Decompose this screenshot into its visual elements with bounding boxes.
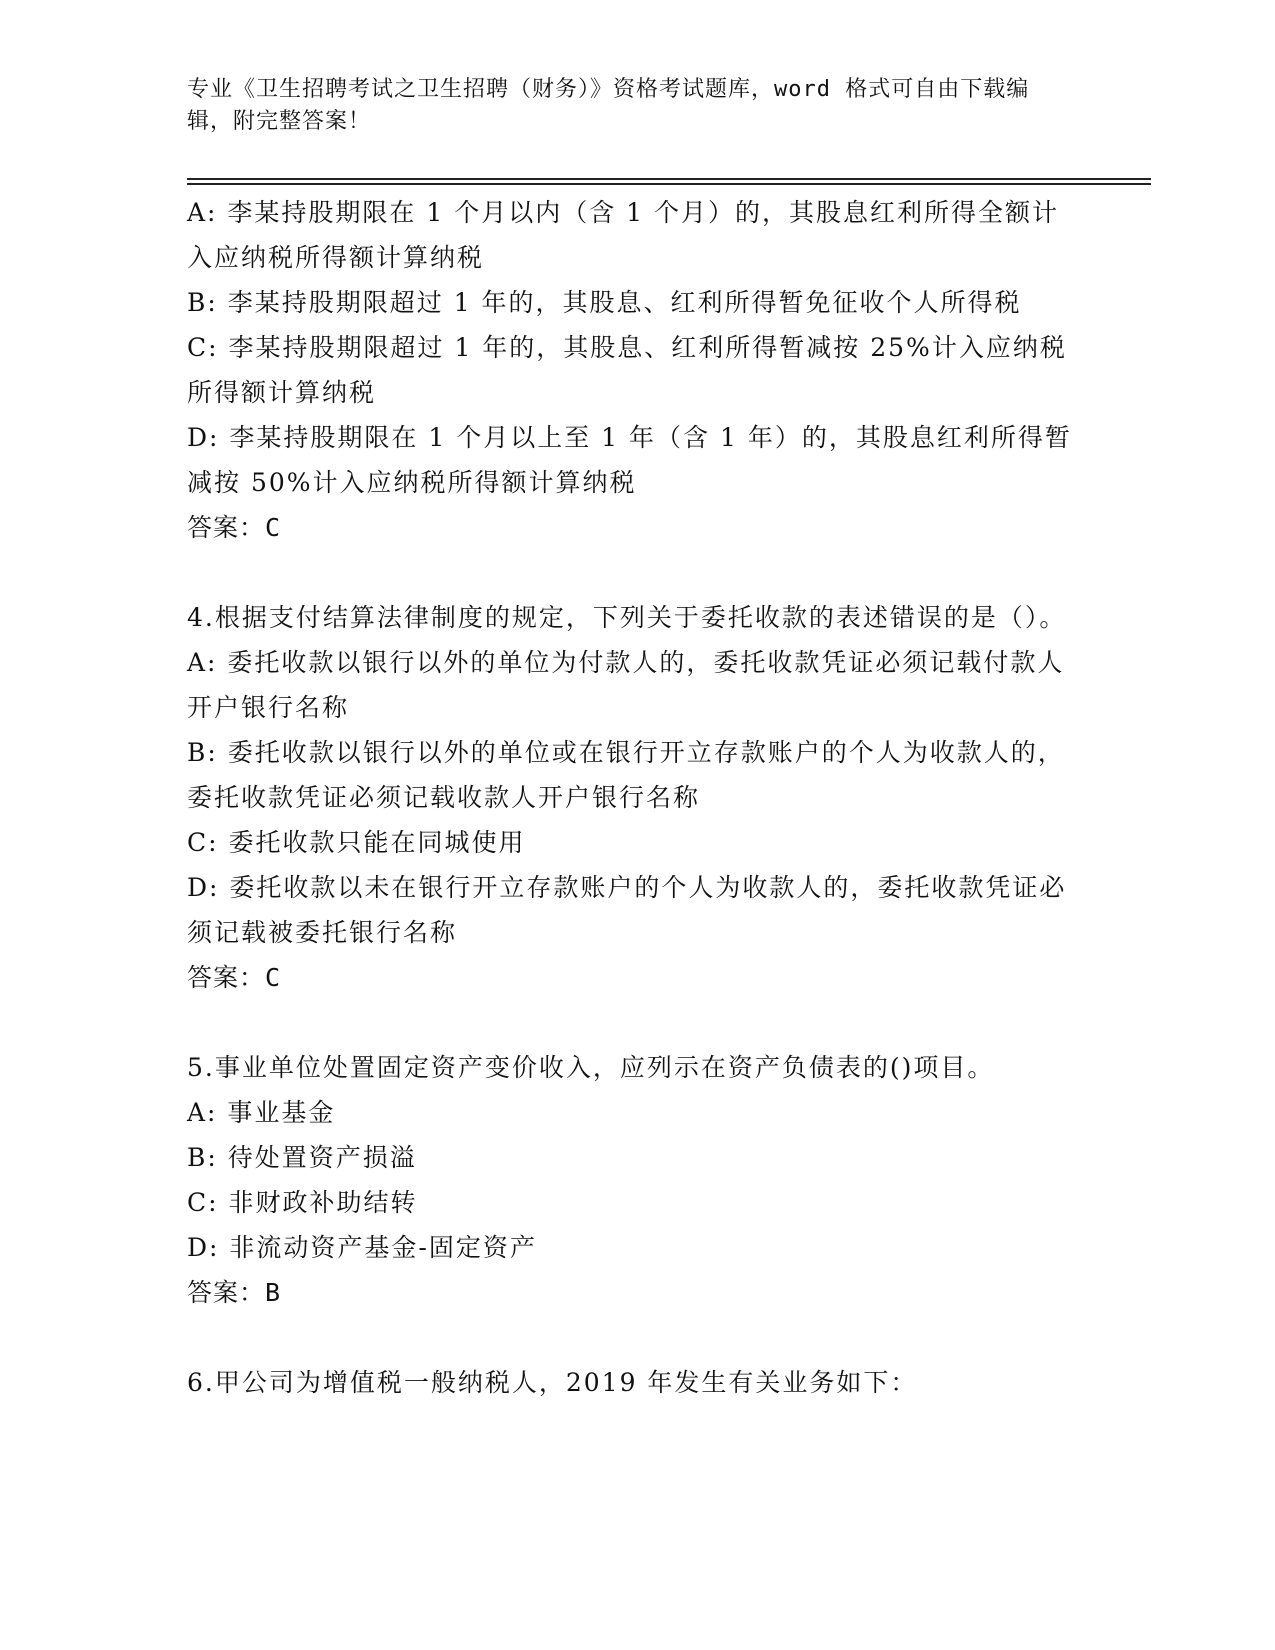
q4-option-a: A: 委托收款以银行以外的单位为付款人的，委托收款凭证必须记载付款人开户银行名称 <box>187 648 1065 722</box>
document-header <box>187 74 1067 138</box>
q6-question: 6.甲公司为增值税一般纳税人，2019 年发生有关业务如下： <box>187 1368 918 1397</box>
document-body <box>187 190 1077 1405</box>
q4-option-b: B: 委托收款以银行以外的单位或在银行开立存款账户的个人为收款人的，委托收款凭证必须记载收款人开户银行名称 <box>187 738 1065 812</box>
q5-option-d: D: 非流动资产基金-固定资产 <box>187 1233 537 1262</box>
question-6-block <box>187 1360 1077 1405</box>
question-4-block <box>187 595 1077 1000</box>
q3-option-b: B: 李某持股期限超过 1 年的，其股息、红利所得暂免征收个人所得税 <box>187 288 1022 317</box>
question-3-block <box>187 190 1077 550</box>
q4-question: 4.根据支付结算法律制度的规定，下列关于委托收款的表述错误的是（）。 <box>187 603 1067 632</box>
q5-option-a: A: 事业基金 <box>187 1098 336 1127</box>
q3-option-c: C: 李某持股期限超过 1 年的，其股息、红利所得暂减按 25%计入应纳税所得额计算纳税 <box>187 333 1067 407</box>
q3-option-a: A: 李某持股期限在 1 个月以内（含 1 个月）的，其股息红利所得全额计入应纳税所得额计算纳税 <box>187 198 1060 272</box>
question-5-block <box>187 1045 1077 1315</box>
q4-option-c: C: 委托收款只能在同城使用 <box>187 828 526 857</box>
q3-option-d: D: 李某持股期限在 1 个月以上至 1 年（含 1 年）的，其股息红利所得暂减按 50%计入应纳税所得额计算纳税 <box>187 423 1072 497</box>
q5-answer: 答案：B <box>187 1278 282 1307</box>
header-title: 专业《卫生招聘考试之卫生招聘（财务）》资格考试题库，word 格式可自由下载编辑，附完整答案！ <box>187 77 1030 134</box>
header-rule-bottom <box>187 183 1151 185</box>
q4-answer: 答案：C <box>187 963 282 992</box>
q5-question: 5.事业单位处置固定资产变价收入，应列示在资产负债表的()项目。 <box>187 1053 995 1082</box>
q3-answer: 答案：C <box>187 513 282 542</box>
q5-option-c: C: 非财政补助结转 <box>187 1188 418 1217</box>
q4-option-d: D: 委托收款以未在银行开立存款账户的个人为收款人的，委托收款凭证必须记载被委托银行名称 <box>187 873 1067 947</box>
header-rule-top <box>187 178 1151 180</box>
q5-option-b: B: 待处置资产损溢 <box>187 1143 417 1172</box>
